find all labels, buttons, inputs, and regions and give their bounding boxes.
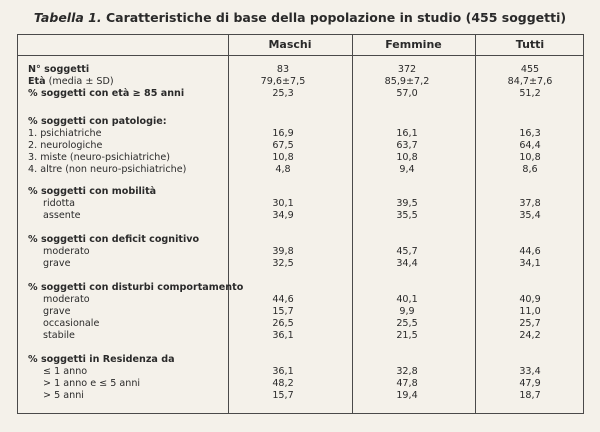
table-row xyxy=(18,210,583,222)
table-row xyxy=(18,366,583,378)
row-label: grave xyxy=(43,258,71,269)
table-row xyxy=(18,76,583,88)
row-label: grave xyxy=(43,306,71,317)
row-label: % soggetti con età ≥ 85 anni xyxy=(28,88,185,99)
value-tutti: 16,3 xyxy=(519,128,541,139)
row-label: > 5 anni xyxy=(43,390,84,401)
header-divider xyxy=(18,55,583,56)
value-femmine: 9,4 xyxy=(399,164,415,175)
table-row xyxy=(18,390,583,402)
row-label: % soggetti con disturbi comportamento xyxy=(28,282,244,293)
value-maschi: 67,5 xyxy=(272,140,294,151)
row-label: ≤ 1 anno xyxy=(43,366,88,377)
value-maschi: 16,9 xyxy=(272,128,294,139)
row-label: assente xyxy=(43,210,81,221)
table-row xyxy=(18,128,583,140)
value-femmine: 39,5 xyxy=(396,198,418,209)
row-label: % soggetti in Residenza da xyxy=(28,354,175,365)
value-maschi: 79,6±7,5 xyxy=(260,76,306,87)
row-label: 1. psichiatriche xyxy=(28,128,102,139)
row-label: Età (media ± SD) xyxy=(28,76,114,87)
value-tutti: 25,7 xyxy=(519,318,541,329)
table-number: Tabella 1. xyxy=(33,10,102,25)
table-row xyxy=(18,64,583,76)
value-tutti: 37,8 xyxy=(519,198,541,209)
table-row xyxy=(18,186,583,198)
table-row xyxy=(18,198,583,210)
column-header-tutti: Tutti xyxy=(515,38,545,51)
value-maschi: 36,1 xyxy=(272,366,294,377)
value-tutti: 34,1 xyxy=(519,258,541,269)
row-label: > 1 anno e ≤ 5 anni xyxy=(43,378,141,389)
row-label: N° soggetti xyxy=(28,64,90,75)
value-maschi: 10,8 xyxy=(272,152,294,163)
value-tutti: 455 xyxy=(520,64,540,75)
row-label: % soggetti con mobilità xyxy=(28,186,157,197)
value-femmine: 57,0 xyxy=(396,88,418,99)
table-row xyxy=(18,318,583,330)
value-tutti: 84,7±7,6 xyxy=(507,76,553,87)
value-tutti: 33,4 xyxy=(519,366,541,377)
table-row xyxy=(18,234,583,246)
value-tutti: 40,9 xyxy=(519,294,541,305)
row-label: ridotta xyxy=(43,198,75,209)
value-femmine: 47,8 xyxy=(396,378,418,389)
value-maschi: 26,5 xyxy=(272,318,294,329)
value-tutti: 51,2 xyxy=(519,88,541,99)
table-row xyxy=(18,282,583,294)
value-maschi: 15,7 xyxy=(272,306,294,317)
row-label: stabile xyxy=(43,330,75,341)
value-femmine: 25,5 xyxy=(396,318,418,329)
table-row xyxy=(18,294,583,306)
value-maschi: 4,8 xyxy=(275,164,291,175)
table-row xyxy=(18,152,583,164)
value-femmine: 372 xyxy=(397,64,417,75)
row-label: 4. altre (non neuro-psichiatriche) xyxy=(28,164,187,175)
value-maschi: 48,2 xyxy=(272,378,294,389)
value-tutti: 11,0 xyxy=(519,306,541,317)
row-label: moderato xyxy=(43,294,90,305)
table-row xyxy=(18,88,583,100)
table-row xyxy=(18,116,583,128)
table-row xyxy=(18,378,583,390)
value-tutti: 18,7 xyxy=(519,390,541,401)
row-label: % soggetti con patologie: xyxy=(28,116,167,127)
data-table xyxy=(17,34,584,414)
row-label: occasionale xyxy=(43,318,100,329)
value-maschi: 30,1 xyxy=(272,198,294,209)
value-femmine: 63,7 xyxy=(396,140,418,151)
table-row xyxy=(18,140,583,152)
value-maschi: 36,1 xyxy=(272,330,294,341)
table-row xyxy=(18,258,583,270)
row-label: % soggetti con deficit cognitivo xyxy=(28,234,200,245)
value-tutti: 64,4 xyxy=(519,140,541,151)
value-maschi: 39,8 xyxy=(272,246,294,257)
table-caption: Caratteristiche di base della popolazione in studio (455 soggetti) xyxy=(105,10,567,25)
value-femmine: 32,8 xyxy=(396,366,418,377)
column-header-femmine: Femmine xyxy=(385,38,442,51)
value-maschi: 44,6 xyxy=(272,294,294,305)
value-femmine: 34,4 xyxy=(396,258,418,269)
value-femmine: 9,9 xyxy=(399,306,415,317)
value-tutti: 8,6 xyxy=(522,164,538,175)
table-row xyxy=(18,164,583,176)
value-maschi: 32,5 xyxy=(272,258,294,269)
value-femmine: 45,7 xyxy=(396,246,418,257)
value-tutti: 24,2 xyxy=(519,330,541,341)
column-header-maschi: Maschi xyxy=(268,38,312,51)
value-femmine: 35,5 xyxy=(396,210,418,221)
row-label: 3. miste (neuro-psichiatriche) xyxy=(28,152,170,163)
row-label: moderato xyxy=(43,246,90,257)
row-label: 2. neurologiche xyxy=(28,140,103,151)
value-tutti: 47,9 xyxy=(519,378,541,389)
value-femmine: 19,4 xyxy=(396,390,418,401)
value-maschi: 15,7 xyxy=(272,390,294,401)
table-row xyxy=(18,306,583,318)
value-tutti: 10,8 xyxy=(519,152,541,163)
value-tutti: 44,6 xyxy=(519,246,541,257)
table-row xyxy=(18,246,583,258)
value-maschi: 83 xyxy=(276,64,290,75)
value-femmine: 40,1 xyxy=(396,294,418,305)
value-maschi: 25,3 xyxy=(272,88,294,99)
table-row xyxy=(18,354,583,366)
value-femmine: 10,8 xyxy=(396,152,418,163)
value-femmine: 85,9±7,2 xyxy=(384,76,430,87)
table-title xyxy=(0,10,600,25)
value-femmine: 16,1 xyxy=(396,128,418,139)
value-tutti: 35,4 xyxy=(519,210,541,221)
value-femmine: 21,5 xyxy=(396,330,418,341)
value-maschi: 34,9 xyxy=(272,210,294,221)
table-row xyxy=(18,330,583,342)
